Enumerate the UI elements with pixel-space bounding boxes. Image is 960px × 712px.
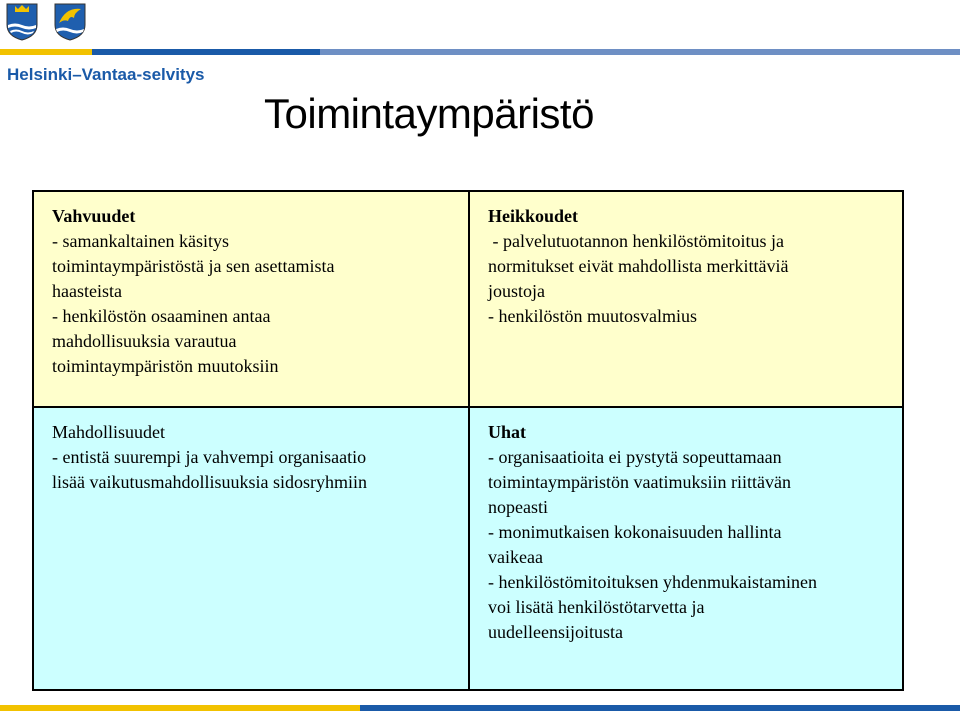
strengths-line: toimintaympäristön muutoksiin xyxy=(52,356,279,376)
strengths-heading: Vahvuudet xyxy=(52,206,136,226)
threats-line: - organisaatioita ei pystytä sopeuttamaan xyxy=(488,447,782,467)
threats-line: nopeasti xyxy=(488,497,548,517)
threats-cell xyxy=(470,408,902,689)
footer-stripe xyxy=(0,705,960,711)
swot-table xyxy=(32,190,904,691)
weaknesses-line: - henkilöstön muutosvalmius xyxy=(488,306,697,326)
threats-line: uudelleensijoitusta xyxy=(488,622,623,642)
weaknesses-cell xyxy=(470,192,902,408)
threats-line: - henkilöstömitoituksen yhdenmukaistaminen xyxy=(488,572,817,592)
threats-line: vaikeaa xyxy=(488,547,543,567)
strengths-cell xyxy=(34,192,470,408)
strengths-line: toimintaympäristöstä ja sen asettamista xyxy=(52,256,335,276)
brand-title: Helsinki–Vantaa-selvitys xyxy=(7,65,205,84)
page-title: Toimintaympäristö xyxy=(264,90,594,137)
weaknesses-line: - palvelutuotannon henkilöstömitoitus ja xyxy=(488,231,784,251)
strengths-line: - samankaltainen käsitys xyxy=(52,231,229,251)
strengths-line: - henkilöstön osaaminen antaa xyxy=(52,306,271,326)
opportunities-cell xyxy=(34,408,470,689)
weaknesses-line: normitukset eivät mahdollista merkittäviä xyxy=(488,256,789,276)
opportunities-line: - entistä suurempi ja vahvempi organisaatio xyxy=(52,447,367,467)
opportunities-line: lisää vaikutusmahdollisuuksia sidosryhmiin xyxy=(52,472,367,492)
vantaa-crest-icon xyxy=(54,3,86,41)
helsinki-crest-icon xyxy=(6,3,38,41)
threats-line: toimintaympäristön vaatimuksiin riittävän xyxy=(488,472,791,492)
threats-heading: Uhat xyxy=(488,422,527,442)
strengths-line: mahdollisuuksia varautua xyxy=(52,331,237,351)
threats-line: voi lisätä henkilöstötarvetta ja xyxy=(488,597,705,617)
opportunities-heading: Mahdollisuudet xyxy=(52,422,165,442)
strengths-line: haasteista xyxy=(52,281,122,301)
threats-line: - monimutkaisen kokonaisuuden hallinta xyxy=(488,522,782,542)
weaknesses-heading: Heikkoudet xyxy=(488,206,579,226)
weaknesses-line: joustoja xyxy=(488,281,545,301)
header-stripe xyxy=(0,49,960,55)
